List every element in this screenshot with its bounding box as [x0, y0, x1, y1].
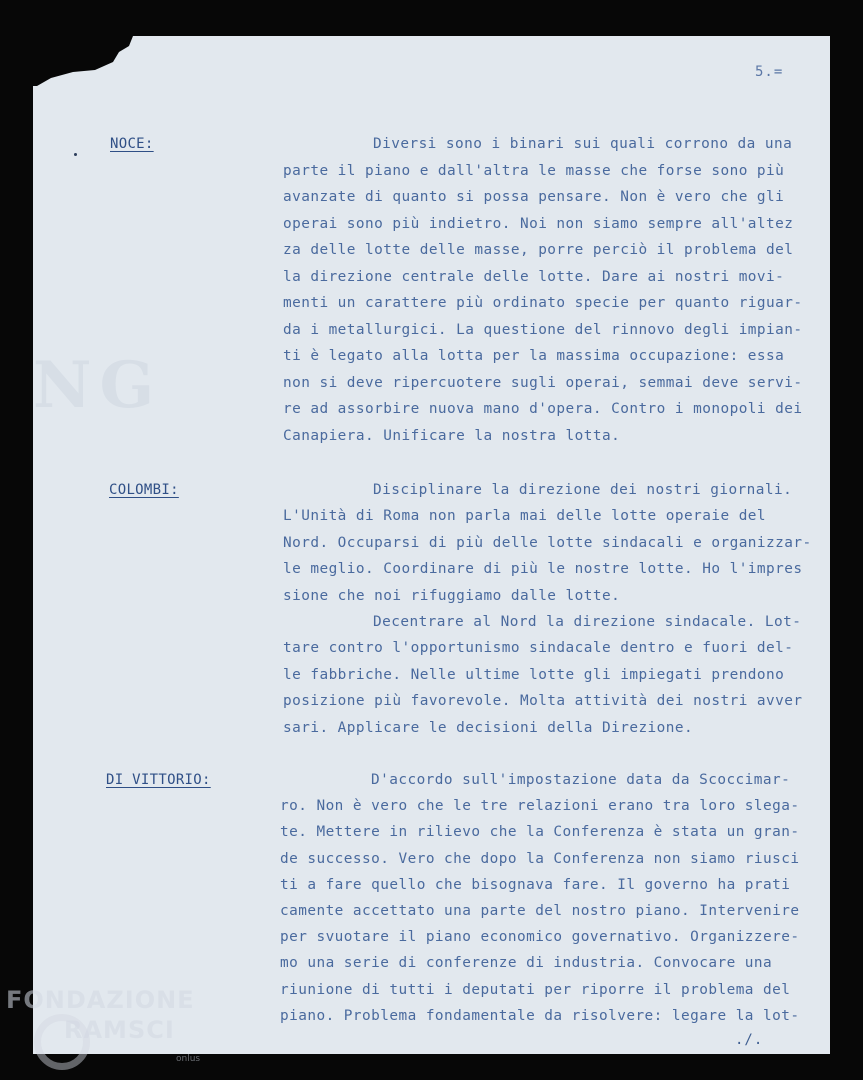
text-line: non si deve ripercuotere sugli operai, semmai deve servi- [283, 374, 803, 391]
text-line: L'Unità di Roma non parla mai delle lotte operaie del [283, 508, 767, 525]
text-line: za delle lotte delle masse, porre perciò il problema del [283, 242, 794, 258]
text-line: sari. Applicare le decisioni della Direzione. [283, 719, 694, 736]
text-line: te. Mettere in rilievo che la Conferenza è stata un gran- [280, 824, 800, 841]
speaker-di-vittorio: DI VITTORIO: [106, 772, 211, 788]
text-line: Decentrare al Nord la direzione sindacale. Lot- [373, 614, 802, 630]
text-line: ti a fare quello che bisognava fare. Il governo ha prati [280, 876, 791, 893]
torn-corner [33, 36, 143, 96]
text-line: de successo. Vero che dopo la Conferenza non siamo riusci [280, 850, 800, 867]
text-line: parte il piano e dall'altra le masse che forse sono più [283, 162, 785, 179]
text-line: re ad assorbire nuova mano d'opera. Contro i monopoli dei [283, 401, 803, 417]
text-line: riunione di tutti i deputati per riporre il problema del [280, 981, 791, 998]
document-page [33, 36, 830, 1054]
watermark-line2: RAMSCI [64, 1016, 175, 1044]
watermark-sub: onlus [176, 1054, 201, 1064]
watermark-line1: FONDAZIONE [6, 986, 195, 1014]
text-line: Disciplinare la direzione dei nostri giornali. [373, 482, 793, 498]
text-line: sione che noi rifuggiamo dalle lotte. [283, 587, 621, 604]
text-line: operai sono più indietro. Noi non siamo sempre all'altez [283, 215, 794, 232]
text-line: le fabbriche. Nelle ultime lotte gli impiegati prendono [283, 666, 785, 683]
text-line: avanzate di quanto si possa pensare. Non è vero che gli [283, 189, 785, 205]
text-line: camente accettato una parte del nostro piano. Intervenire [280, 903, 800, 919]
text-line: Diversi sono i binari sui quali corrono da una [373, 136, 793, 152]
text-line: tare contro l'opportunismo sindacale dentro e fuori del- [283, 640, 794, 657]
text-line: Nord. Occuparsi di più delle lotte sindacali e organizzar- [283, 534, 812, 551]
speaker-noce: NOCE: [110, 136, 154, 152]
continuation-mark: ./. [735, 1032, 764, 1048]
text-line: D'accordo sull'impostazione data da Scoccimar- [371, 772, 791, 788]
fondazione-gramsci-watermark [6, 986, 216, 1076]
text-line: Canapiera. Unificare la nostra lotta. [283, 427, 621, 444]
page-number: 5.= [755, 64, 784, 80]
text-line: da i metallurgici. La questione del rinnovo degli impian- [283, 321, 803, 338]
text-line: ti è legato alla lotta per la massima occupazione: essa [283, 348, 785, 364]
text-line: la direzione centrale delle lotte. Dare ai nostri movi- [283, 268, 785, 285]
text-line: ro. Non è vero che le tre relazioni erano tra loro slega- [280, 798, 800, 815]
text-line: per svuotare il piano economico governativo. Organizzere- [280, 929, 800, 946]
ink-dot [74, 153, 77, 156]
text-line: posizione più favorevole. Molta attività dei nostri avver [283, 693, 803, 710]
text-line: menti un carattere più ordinato specie per quanto riguar- [283, 295, 803, 311]
speaker-colombi: COLOMBI: [109, 482, 179, 498]
text-line: le meglio. Coordinare di più le nostre lotte. Ho l'impres [283, 561, 803, 578]
show-through-lettering: NG [33, 348, 163, 423]
text-line: piano. Problema fondamentale da risolvere: legare la lot- [280, 1007, 800, 1024]
text-line: mo una serie di conferenze di industria. Convocare una [280, 955, 773, 972]
